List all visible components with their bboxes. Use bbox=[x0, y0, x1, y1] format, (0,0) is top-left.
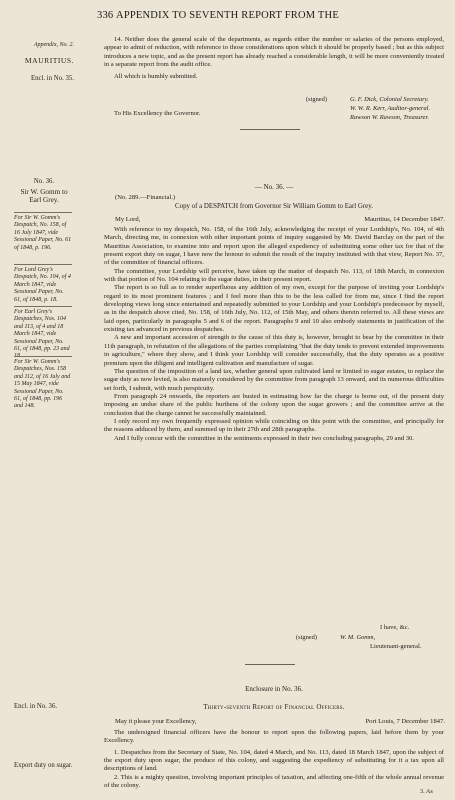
financial-ref: (No. 289.—Financial.) bbox=[115, 194, 176, 201]
report-paragraph-1: 1. Despatches from the Secretary of State, No. 104, dated 4 March, and No. 113, dated 18 March 1847, upon the subject of the export duty upon sugar, the produce of this colony, and suggesting the expediency of substituting for it a tax upon all descriptions of land. bbox=[104, 748, 444, 773]
despatch-date: Mauritius, 14 December 1847. bbox=[364, 216, 445, 223]
signature-auditor: W. W. R. Kerr, Auditor-general. bbox=[350, 105, 431, 112]
page-number: 336 bbox=[97, 10, 114, 21]
letter-paragraph: And I fully concur with the committee in the sentiments expressed in their two concluding paragraphs, 29 and 30. bbox=[114, 434, 414, 442]
margin-export: Export duty on sugar. bbox=[14, 762, 73, 769]
report-paragraph-2: 2. This is a mighty question, involving important principles of taxation, and affecting one-fifth of the whole annual revenue of the colony. bbox=[104, 773, 444, 790]
report-body bbox=[104, 729, 444, 790]
salutation: My Lord, bbox=[115, 216, 141, 223]
closing: I have, &c. bbox=[380, 624, 410, 631]
submitted-line: All which is humbly submitted. bbox=[114, 73, 198, 81]
enclosure-heading: Enclosure in No. 36. bbox=[245, 685, 303, 693]
letter-body bbox=[104, 226, 444, 443]
letter-paragraph: With reference to my despatch, No. 158, of the 16th July, acknowledging the receipt of your Lordship's, No. 104, of 4th March, directing me, in connexion with other important points of inquiry suggested by Mr. David Barclay on the part of the Mauritius Association, to examine into and report upon the alleged expediency of substituting some other tax for that of the present export duty on sugar, I have now the honour to submit the result of the inquiry instituted with that view, Report No. 37, of the committee of financial officers. bbox=[104, 226, 444, 267]
signature-treasurer: Rawson W. Rawson, Treasurer. bbox=[350, 114, 429, 121]
margin-appendix: Appendix, No. 2. bbox=[33, 42, 74, 48]
margin-no36-title: No. 36. bbox=[33, 178, 55, 185]
letter-paragraph: I only record my own frequently expressed opinion while coinciding on this point with the committee, and principally for the reasons adduced by them, and summed up in their 27th and 28th paragraphs. bbox=[104, 417, 444, 434]
report-title: Thirty-seventh Report of Financial Officers. bbox=[203, 703, 345, 711]
margin-ref-gomm-158: For Sir W. Gomm's Despatch, No. 158, of 16 July 1847, vide Sessional Paper, No. 61 of 1848, p. 196. bbox=[14, 212, 72, 252]
signature-rank: Lieutenant-general. bbox=[370, 643, 422, 650]
signed-label-1: (signed) bbox=[306, 96, 327, 103]
signature-gomm: W. M. Gomm, bbox=[340, 634, 376, 641]
page-header bbox=[0, 10, 455, 21]
signed-label-2: (signed) bbox=[296, 634, 317, 641]
despatch-title: Copy of a DESPATCH from Governor Sir William Gomm to Earl Grey. bbox=[175, 203, 373, 210]
margin-ref-grey-104: For Lord Grey's Despatch, No. 104, of 4 March 1847, vide Sessional Paper, No. 61, of 1848, p. 18. bbox=[14, 264, 72, 304]
margin-ref-grey-104-113: For Earl Grey's Despatches, Nos. 104 and 113, of 4 and 18 March 1847, vide Sessional Paper, No. 61, of 1848, pp. 23 and 18. bbox=[14, 306, 72, 361]
letter-paragraph: The report is so full as to render superfluous any addition of my own, except for the purpose of inviting your Lordship's regard to its most prominent features ; and I feel more than this to be the less called for from me, since I find the report developing views long since entertained and repeatedly submitted to your Lordship and your Lordship's predecessor by myself, as in the despatch above cited, No. 158, of 16th July, No. 112, of 15th May, and others therein referred to. All these views are laid open, particularly in paragraphs 5 and 6 of the report. Paragraphs 9 and 10 also embody statements in justification of the existing tax advanced in previous despatches. bbox=[104, 284, 444, 334]
signature-secretary: G. F. Dick, Colonial Secretary. bbox=[350, 96, 429, 103]
margin-encl36: Encl. in No. 36. bbox=[14, 703, 58, 710]
letter-paragraph: The committee, your Lordship will perceive, have taken up the matter of despatch No. 113, of 18th March, in connexion with that portion of No. 104 relating to the sugar duties, in their present report. bbox=[104, 267, 444, 284]
no36-heading: — No. 36. — bbox=[254, 183, 294, 191]
paragraph-14: 14. Neither does the general scale of the departments, as regards either the number or salaries of the persons employed, appear to admit of reduction, with reference to those considerations upon which it should be properly based ; but as this subject introduces a new topic, and as the present report has already reached a considerable length, it will be more conveniently treated in a separate report from the audit office. bbox=[104, 36, 444, 69]
section-rule bbox=[240, 129, 300, 130]
letter-paragraph: A new and important accession of strength to the cause of this duty is, however, brought to bear by the committee in their 11th paragraph, in refutation of the allegations of the parties complaining "that the duty tends to prevent extended improvements in agriculture," where they show, and I think your Lordship will consider successfully, that the duty operates as a positive premium upon the diligent and intelligent cultivation and manufacture of sugar. bbox=[104, 334, 444, 367]
letter-paragraph: The question of the imposition of a land tax, whether general upon cultivated land or limited to sugar estates, to replace the sugar duty as now levied, is also maturely considered by the committee from paragraph 13 onward, and its numerous difficulties set forth, I submit, with much perspicuity. bbox=[104, 367, 444, 392]
margin-ref-gomm-158-112: For Sir W. Gomm's Despatches, Nos. 158 and 112, of 16 July and 15 May 1847, vide Sessional Paper, No. 61, of 1848, pp. 196 and 148. bbox=[14, 356, 72, 411]
report-intro: The undersigned financial officers have the honour to report upon the following papers, laid before them by your Excellency. bbox=[104, 729, 444, 745]
margin-no36-sub: Sir W. Gomm to Earl Grey. bbox=[20, 188, 68, 205]
to-governor: To His Excellency the Governor. bbox=[114, 110, 201, 117]
page-title: APPENDIX TO SEVENTH REPORT FROM THE bbox=[116, 10, 339, 21]
report-salutation: May it please your Excellency, bbox=[115, 718, 197, 725]
letter-paragraph: From paragraph 24 onwards, the reporters are busied in estimating how far the charge is borne out, of the present duty imposing an undue share of the public burthens of the colony upon the sugar growers ; and the committee arrive at the conclusion that the charge cannot be successfully maintained. bbox=[104, 392, 444, 417]
enclosure-rule bbox=[245, 664, 295, 665]
margin-encl: Encl. in No. 35. bbox=[30, 75, 74, 82]
top-section bbox=[104, 36, 444, 82]
margin-colony: MAURITIUS. bbox=[24, 56, 74, 65]
catchword: 3. As bbox=[420, 788, 433, 795]
report-date: Port Louis, 7 December 1847. bbox=[365, 718, 445, 725]
